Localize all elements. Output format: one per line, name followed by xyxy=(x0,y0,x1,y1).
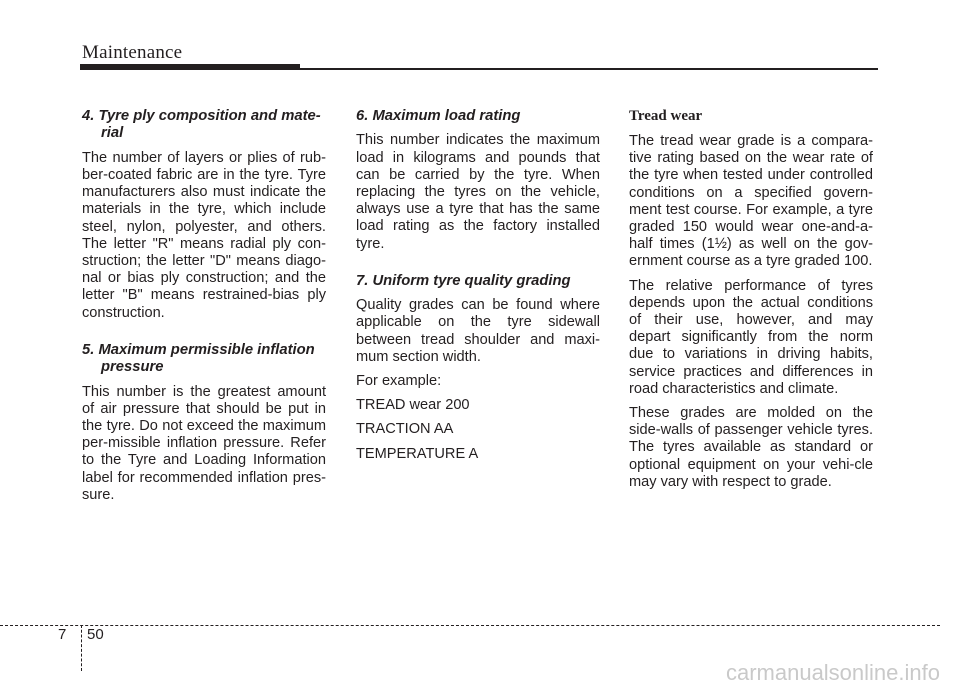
paragraph-tread-wear-1: The tread wear grade is a compara-tive rating based on the wear rate of the tyre when tested under controlled conditions on a specified govern-ment test course. For example, a tyre graded 150 would wear one-and-a-half times (1½) as well on the gov-ernment course as a tyre graded 100. xyxy=(629,133,873,270)
text-column-3 xyxy=(629,108,873,498)
heading-line: 4. Tyre ply composition and mate- xyxy=(82,108,321,124)
section-title: Maintenance xyxy=(82,42,183,63)
heading-line: 5. Maximum permissible inflation xyxy=(82,341,315,358)
heading-quality-grading: 7. Uniform tyre quality grading xyxy=(356,272,571,289)
example-traction: TRACTION AA xyxy=(356,421,454,438)
footer-divider xyxy=(81,625,82,671)
heading-line: pressure xyxy=(101,359,164,376)
heading-max-inflation xyxy=(82,342,326,377)
chapter-number: 7 xyxy=(58,626,67,643)
paragraph-tread-wear-3: These grades are molded on the side-walls of passenger vehicle tyres. The tyres available as standard or optional equipment on your vehi-cle may vary with respect to grade. xyxy=(629,405,873,490)
text-column-2 xyxy=(356,108,600,470)
paragraph-max-load: This number indicates the maximum load in kilograms and pounds that can be carried by the tyre. When replacing the tyres on the vehicle, always use a tyre that has the same load rating as the factory installed tyre. xyxy=(356,132,600,252)
paragraph-max-inflation: This number is the greatest amount of air pressure that should be put in the tyre. Do not exceed the maximum per-missible inflation pressure. Refer to the Tyre and Loading Information label for recommended inflation pres-sure. xyxy=(82,383,326,503)
heading-max-load: 6. Maximum load rating xyxy=(356,108,521,124)
paragraph-tread-wear-2: The relative performance of tyres depends upon the actual conditions of their use, however, and may depart significantly from the norm due to variations in driving habits, service practices and differences in road characteristics and climate. xyxy=(629,277,873,397)
heading-tread-wear: Tread wear xyxy=(629,108,703,124)
paragraph-ply-composition: The number of layers or plies of rub-ber-coated fabric are in the tyre. Tyre manufacturers also must indicate the materials in the tyre, which include steel, nylon, polyester, and others. The letter "R" means radial ply con-struction; the letter "D" means diago-nal or bias ply construction; and the letter "B" means restrained-bias ply construction. xyxy=(82,149,326,321)
watermark: carmanualsonline.info xyxy=(725,660,940,685)
example-tread: TREAD wear 200 xyxy=(356,397,470,414)
heading-line: rial xyxy=(101,125,124,142)
heading-ply-composition xyxy=(82,108,326,143)
example-temperature: TEMPERATURE A xyxy=(356,445,479,462)
example-intro: For example: xyxy=(356,373,442,390)
page-number: 50 xyxy=(87,626,104,643)
footer-rule xyxy=(0,625,940,626)
header-accent-bar xyxy=(80,64,300,70)
paragraph-quality-grading: Quality grades can be found where applicable on the tyre sidewall between tread shoulder and maxi-mum section width. xyxy=(356,297,600,365)
text-column-1 xyxy=(82,108,326,511)
